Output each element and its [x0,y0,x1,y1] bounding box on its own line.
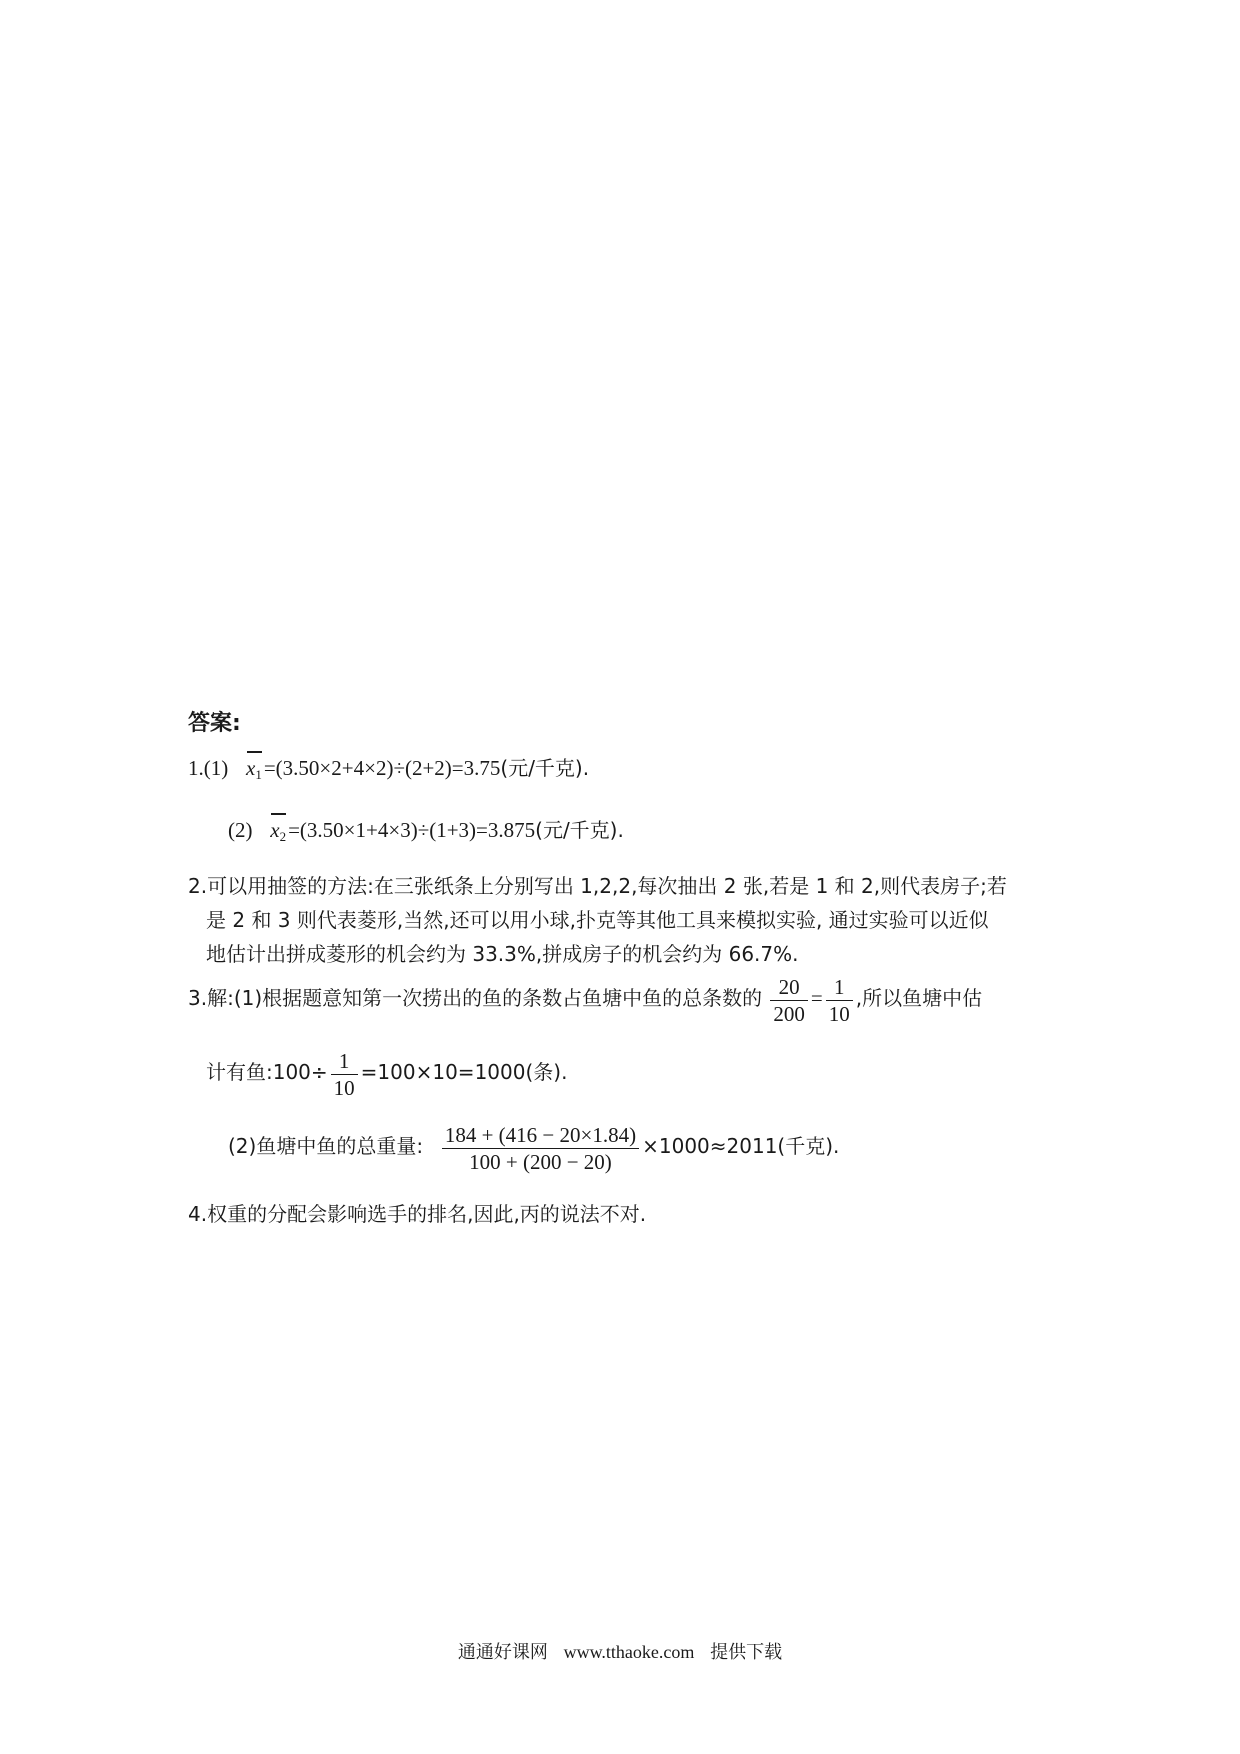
answer-3-part2-suffix: ×1000≈2011(千克). [642,1134,840,1158]
mean-var: x [246,756,256,780]
answer-3-line-2 [206,1046,567,1101]
mean-var: x [270,818,280,842]
mean-x1-symbol [246,754,262,789]
answer-1b-expression: =(3.50×1+4×3)÷(1+3)=3.875 [288,818,536,842]
answer-2-line-3: 地估计出拼成菱形的机会约为 33.3%,拼成房子的机会约为 66.7%. [206,942,799,966]
answer-3-line-1 [188,972,982,1027]
answer-3-prefix: 3.解:(1)根据题意知第一次捞出的鱼的条数占鱼塘中鱼的总条数的 [188,986,763,1010]
fraction-numerator: 1 [331,1048,358,1075]
fraction-total-weight [442,1122,639,1175]
answer-2-line-1: 2.可以用抽签的方法:在三张纸条上分别写出 1,2,2,每次抽出 2 张,若是 1 和 2,则代表房子;若 [188,874,1007,898]
fraction-denominator: 10 [333,1075,355,1100]
mean-sub: 1 [255,767,262,782]
answer-3-line2-prefix: 计有鱼:100÷ [206,1060,328,1084]
fraction-denominator: 200 [773,1001,805,1026]
answer-1-label: 1.(1) [188,756,229,780]
fraction-numerator: 20 [770,974,808,1001]
answer-1-expression: =(3.50×2+4×2)÷(2+2)=3.75 [263,756,501,780]
answer-1b-label: (2) [228,818,253,842]
mean-x2-symbol [270,816,286,851]
answer-heading: 答案: [188,711,241,736]
answer-3-part-2 [228,1118,839,1175]
fraction-20-over-200 [770,974,808,1027]
answer-1-unit: (元/千克). [500,756,590,780]
fraction-numerator: 1 [826,974,853,1001]
answer-2-line-2: 是 2 和 3 则代表菱形,当然,还可以用小球,扑克等其他工具来模拟实验, 通过实验可以近似 [206,908,989,932]
footer-tail: 提供下载 [710,1642,783,1663]
fraction-1-over-10 [826,974,853,1027]
answer-3-part2-prefix: (2)鱼塘中鱼的总重量: [228,1134,424,1158]
answer-4: 4.权重的分配会影响选手的排名,因此,丙的说法不对. [188,1202,647,1226]
fraction-1-over-10-b [331,1048,358,1101]
fraction-denominator: 100 + (200 − 20) [469,1149,612,1174]
answer-3-line2-suffix: =100×10=1000(条). [360,1060,568,1084]
footer-site-name: 通通好课网 [457,1642,548,1663]
answer-1-part-1 [188,754,589,789]
footer-url[interactable]: www.tthaoke.com [563,1642,695,1662]
answer-3-suffix: ,所以鱼塘中估 [855,986,983,1010]
mean-sub: 2 [279,829,287,844]
answer-1b-unit: (元/千克). [535,818,624,842]
fraction-numerator: 184 + (416 − 20×1.84) [442,1122,639,1149]
page-footer [0,1638,1240,1664]
fraction-denominator: 10 [828,1001,850,1026]
answer-1-part-2 [228,816,624,851]
equals-sign: = [810,986,823,1010]
